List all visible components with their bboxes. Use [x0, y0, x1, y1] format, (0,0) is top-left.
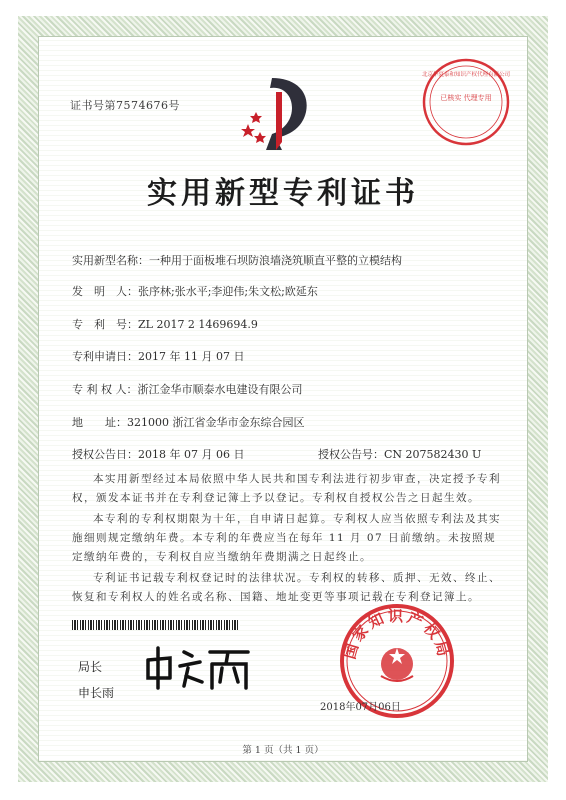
field-value: ZL 2017 2 1469694.9	[138, 318, 258, 331]
field-row-application-date	[72, 348, 244, 364]
field-label: 发 明 人：	[72, 285, 138, 298]
director-name: 申长雨	[78, 686, 115, 700]
field-row-grant	[72, 446, 244, 462]
field-label: 专 利 权 人：	[72, 383, 138, 396]
certificate-number: 证书号第7574676号	[70, 99, 180, 112]
cnipa-logo-icon	[236, 72, 316, 154]
issue-date: 2018年07月06日	[320, 702, 401, 713]
barcode	[72, 620, 240, 630]
director-title: 局长	[78, 660, 103, 674]
field-row-inventors	[72, 283, 318, 299]
field-row-patent-number	[72, 316, 258, 332]
paragraph-3: 专利证书记载专利权登记时的法律状况。专利权的转移、质押、无效、终止、恢复和专利权人的姓名或名称、国籍、地址变更等事项记载在专利登记簿上。	[72, 572, 501, 603]
grant-date-label: 授权公告日：	[72, 448, 138, 461]
svg-text:国家知识产权局: 国家知识产权局	[340, 606, 454, 662]
grant-number-value: CN 207582430 U	[384, 448, 482, 461]
field-label: 专 利 号：	[72, 318, 138, 331]
field-value: 一种用于面板堆石坝防浪墙浇筑顺直平整的立模结构	[149, 254, 402, 267]
svg-text:北京华夏泰和知识产权代理有限公司: 北京华夏泰和知识产权代理有限公司	[421, 72, 511, 78]
page-footer: 第 1 页（共 1 页）	[242, 745, 324, 756]
svg-text:已核实 代理专用: 已核实 代理专用	[440, 94, 492, 102]
field-value: 浙江金华市顺泰水电建设有限公司	[137, 383, 303, 396]
field-row-name	[72, 252, 402, 268]
field-value: 张序林;张水平;李迎伟;朱文松;欧延东	[138, 285, 318, 298]
field-row-grant-number	[318, 446, 481, 462]
field-value: 2017 年 11 月 07 日	[138, 350, 245, 363]
field-value: 321000 浙江省金华市金东综合园区	[127, 416, 305, 429]
field-row-address	[72, 414, 305, 430]
field-label: 专利申请日：	[72, 350, 138, 363]
field-label: 实用新型名称：	[72, 254, 149, 267]
signature-image	[140, 638, 260, 694]
certificate-title: 实用新型专利证书	[147, 176, 419, 211]
agent-seal-icon	[420, 56, 512, 148]
field-label: 地 址：	[72, 416, 127, 429]
grant-number-label: 授权公告号：	[318, 448, 384, 461]
paragraph-2: 本专利的专利权期限为十年，自申请日起算。专利权人应当依照专利法及其实施细则规定缴纳年费。本专利的年费应当在每年 11 月 07 日前缴纳。未按照规定缴纳年费的，专利权自应当缴纳年费期满之日起终止。	[72, 513, 501, 563]
grant-date-value: 2018 年 07 月 06 日	[138, 448, 245, 461]
paragraph-1: 本实用新型经过本局依照中华人民共和国专利法进行初步审查，决定授予专利权，颁发本证书并在专利登记簿上予以登记。专利权自授权公告之日起生效。	[72, 473, 501, 504]
field-row-patentee	[72, 381, 303, 397]
